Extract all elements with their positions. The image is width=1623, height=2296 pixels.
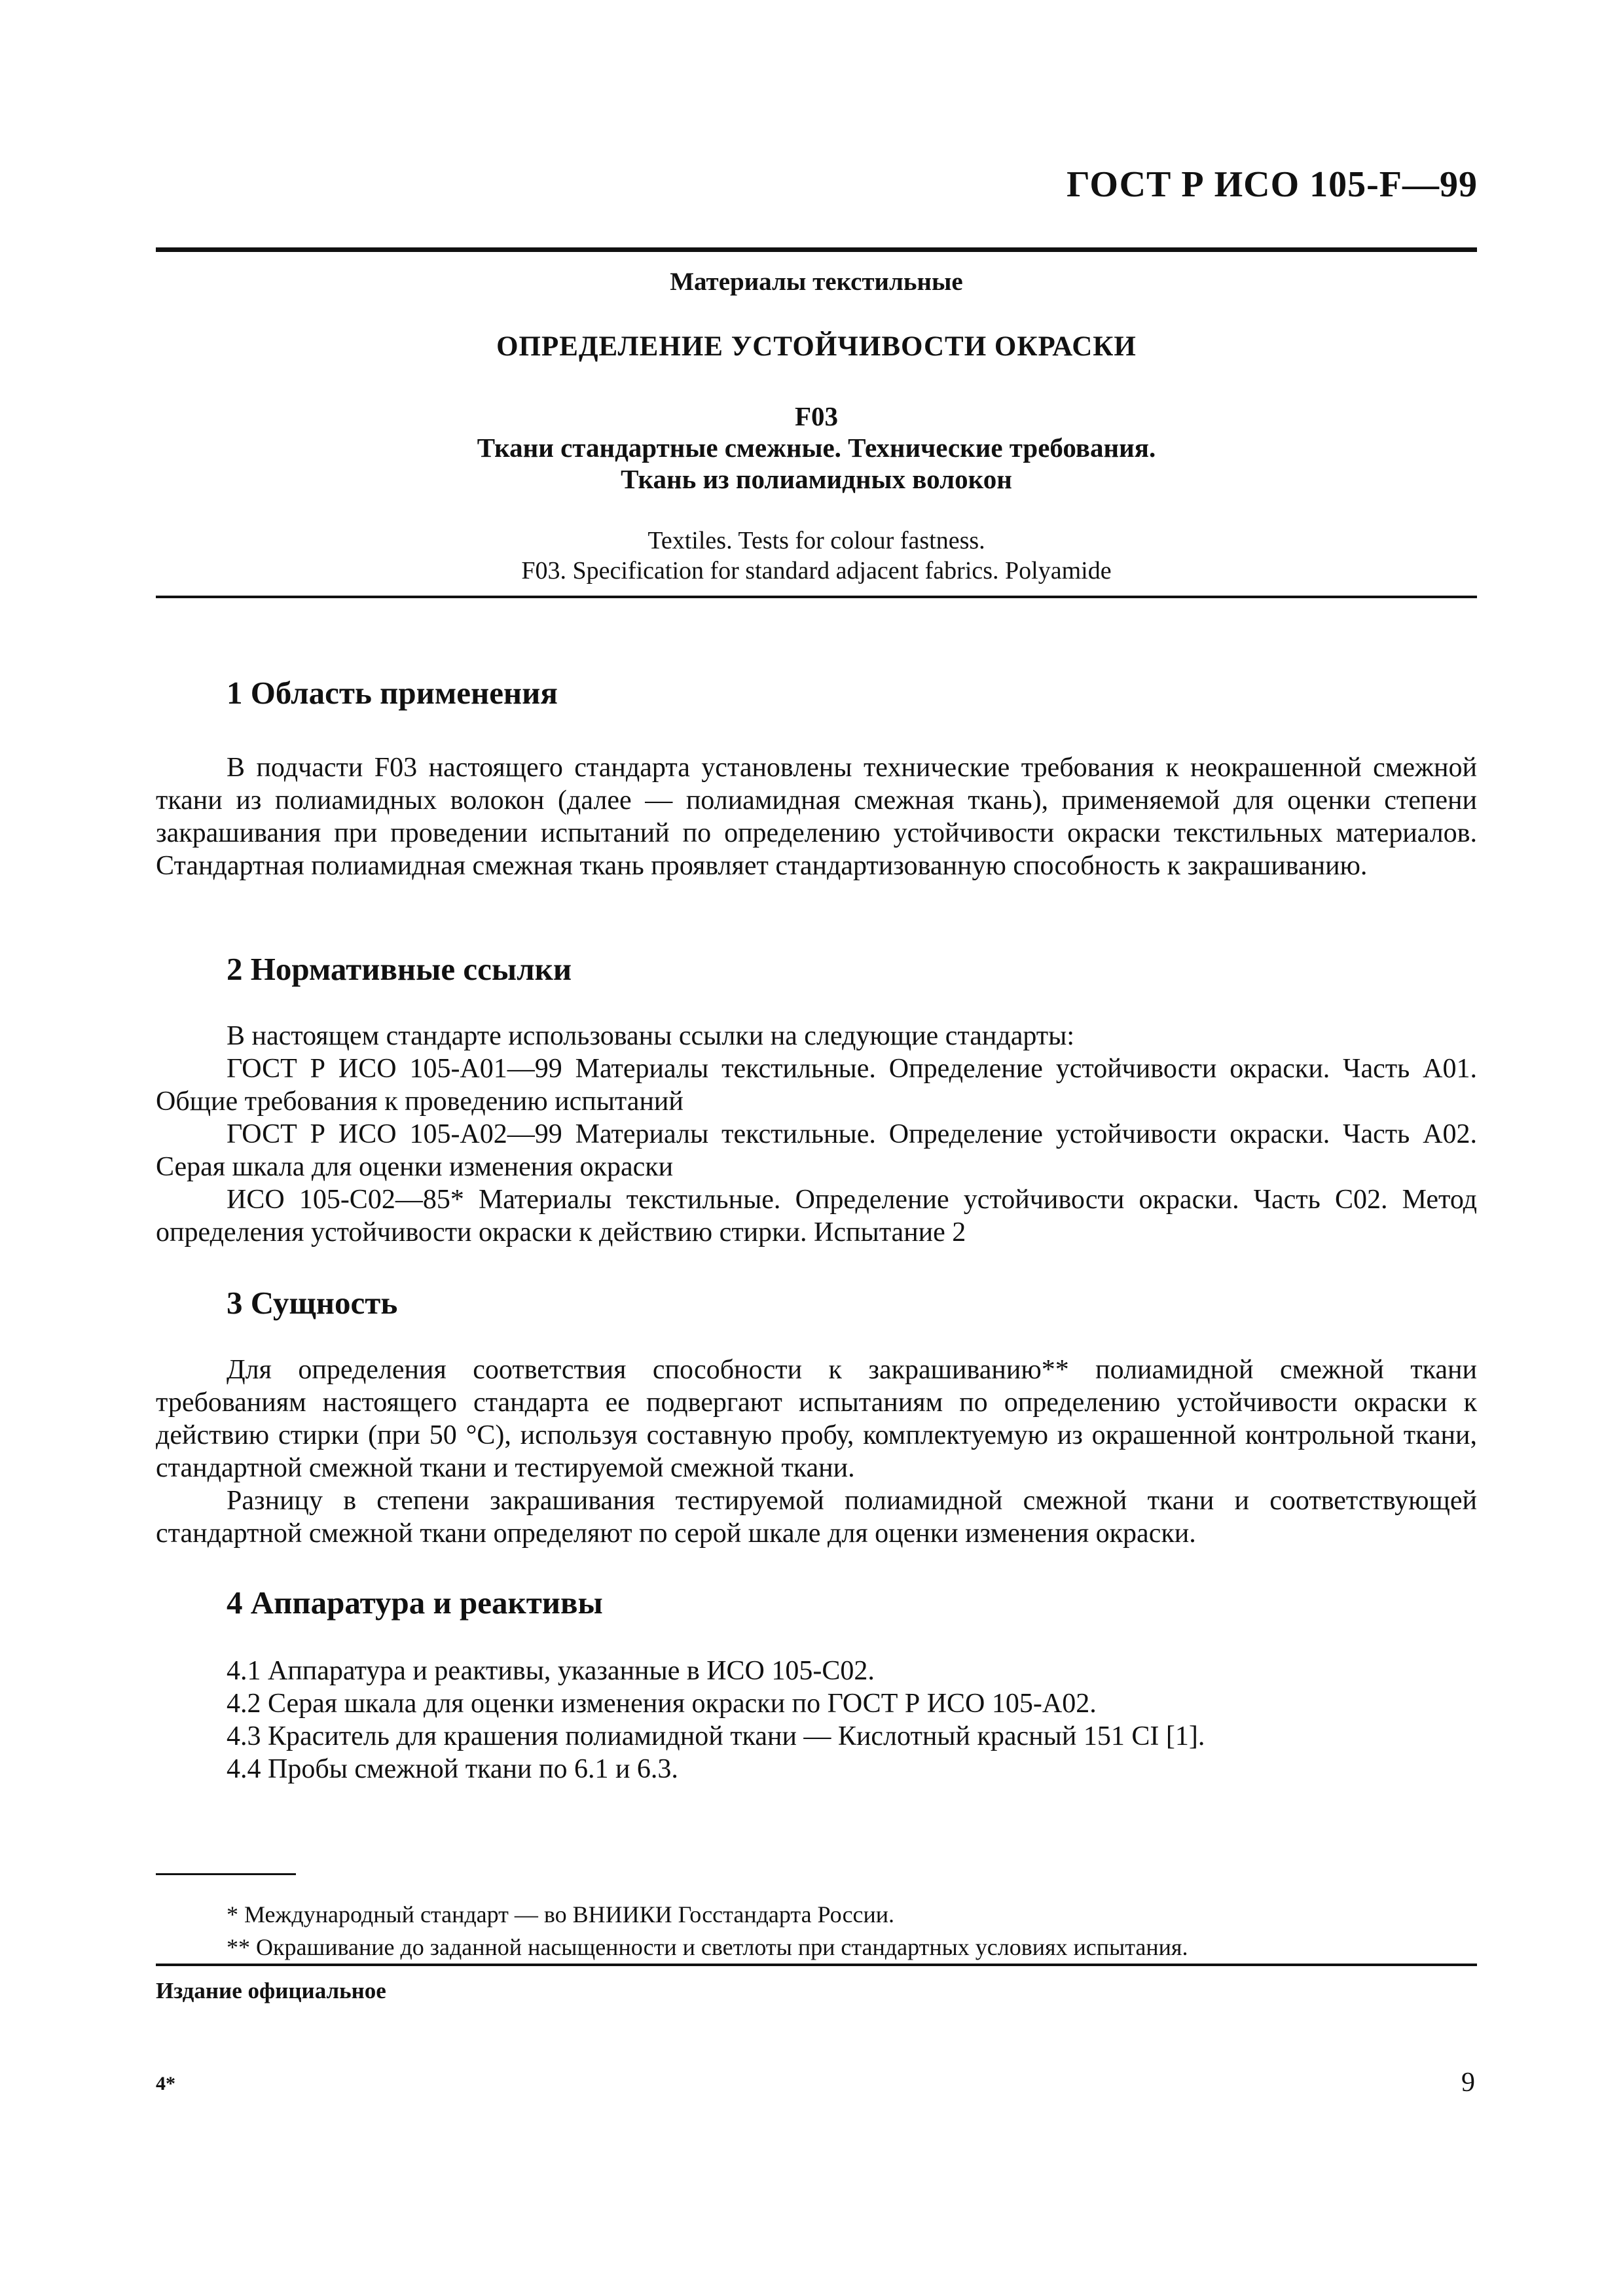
section-4-item: 4.4 Пробы смежной ткани по 6.1 и 6.3. [227,1754,678,1784]
section-1-paragraph: В подчасти F03 настоящего стандарта установлены технические требования к неокрашенной смежной ткани из полиамидных волокон (далее — полиамидная смежная ткань), применяемой для оценки степени закрашивания при проведении испытаний по определению устойчивости окраски текстильных материалов. Стандартная полиамидная смежная ткань проявляет стандартизованную способность к закрашиванию. [156,753,1477,881]
section-2-heading: 2 Нормативные ссылки [227,951,572,987]
section-4-heading: 4 Аппаратура и реактивы [227,1585,603,1621]
footnote-rule [156,1873,296,1875]
section-2-intro: В настоящем стандарте использованы ссылки на следующие стандарты: [227,1021,1075,1051]
footnote: * Международный стандарт — во ВНИИКИ Госстандарта России. [227,1901,895,1928]
title-sub-line2: Ткань из полиамидных волокон [621,464,1012,494]
title-part: F03 [794,401,839,431]
title-rule [156,596,1477,598]
footnote: ** Окрашивание до заданной насыщенности и светлоты при стандартных условиях испытания. [227,1934,1188,1960]
section-2-body [156,1020,1477,1249]
top-rule [156,247,1477,252]
standard-code: ГОСТ Р ИСО 105-F—99 [1067,164,1478,205]
edition-label: Издание официальное [156,1978,386,2003]
reference-item: ГОСТ Р ИСО 105-А02—99 Материалы текстильные. Определение устойчивости окраски. Часть А02. Серая шкала для оценки изменения окраски [156,1119,1477,1182]
reference-item: ГОСТ Р ИСО 105-А01—99 Материалы текстильные. Определение устойчивости окраски. Часть А01. Общие требования к проведению испытаний [156,1054,1477,1117]
section-3-heading: 3 Сущность [227,1285,398,1321]
title-group: Материалы текстильные [670,268,963,296]
section-4-item: 4.3 Краситель для крашения полиамидной ткани — Кислотный красный 151 CI [1]. [227,1721,1205,1751]
section-4-item: 4.2 Серая шкала для оценки изменения окраски по ГОСТ Р ИСО 105-А02. [227,1689,1097,1719]
section-4-item: 4.1 Аппаратура и реактивы, указанные в ИСО 105-С02. [227,1656,875,1686]
section-3-paragraph-2: Разницу в степени закрашивания тестируемой полиамидной смежной ткани и соответствующей стандартной смежной ткани определяют по серой шкале для оценки изменения окраски. [156,1486,1477,1549]
title-english-line2: F03. Specification for standard adjacent fabrics. Polyamide [521,557,1112,584]
section-3-body [156,1354,1477,1550]
title-english-line1: Textiles. Tests for colour fastness. [647,527,985,554]
title-sub-line1: Ткани стандартные смежные. Технические требования. [477,433,1156,463]
footer-rule [156,1964,1477,1966]
section-1-heading: 1 Область применения [227,675,558,711]
reference-item: ИСО 105-С02—85* Материалы текстильные. Определение устойчивости окраски. Часть С02. Метод определения устойчивости окраски к действию стирки. Испытание 2 [156,1185,1477,1247]
sheet-mark: 4* [156,2073,175,2094]
section-1-body [156,751,1477,882]
section-3-paragraph-1: Для определения соответствия способности к закрашиванию** полиамидной смежной ткани требованиям настоящего стандарта ее подвергают испытаниям по определению устойчивости окраски к действию стирки (при 50 °С), используя составную пробу, комплектуемую из окрашенной контрольной ткани, стандартной смежной ткани и тестируемой смежной ткани. [156,1355,1477,1483]
page-number: 9 [1461,2068,1475,2098]
title-main: ОПРЕДЕЛЕНИЕ УСТОЙЧИВОСТИ ОКРАСКИ [496,331,1137,362]
